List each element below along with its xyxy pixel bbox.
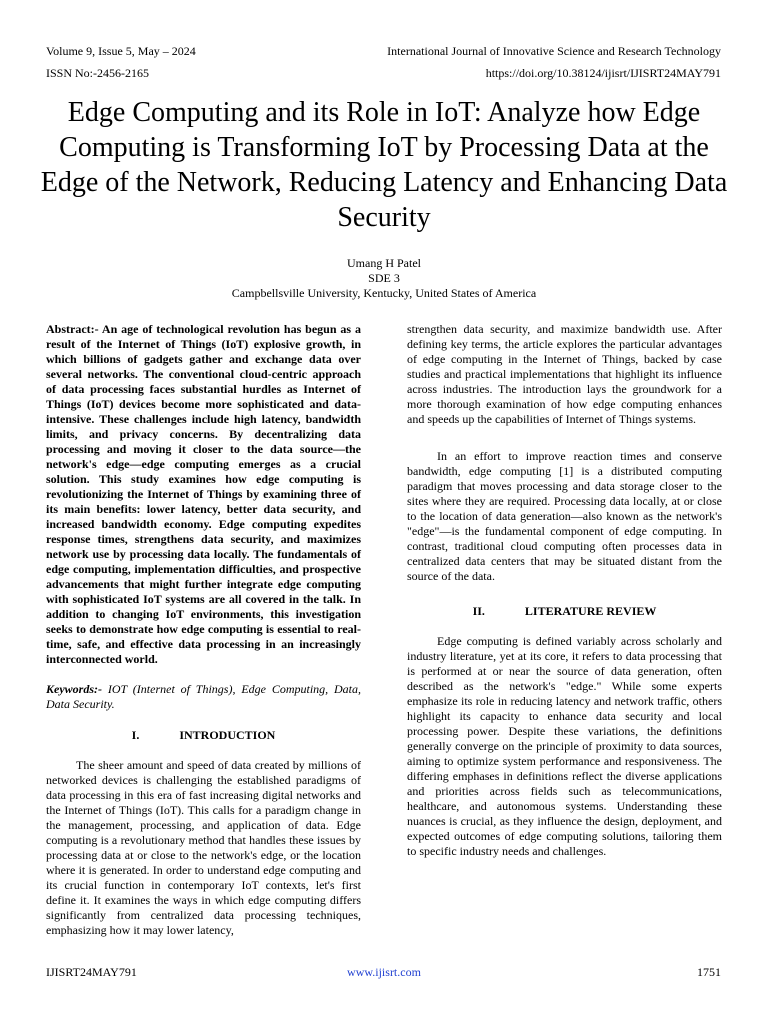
intro-paragraph-1-continued: strengthen data security, and maximize bandwidth use. After defining key terms, the article explores the particular advantages of edge computing in the Internet of Things, backed by case studies and practical implementations that highlight its influence across industries. The introduction lays the groundwork for a more thorough examination of how edge computing enhances and speeds up the capabilities of Internet of Things systems. <box>407 322 722 426</box>
footer-website-link[interactable]: www.ijisrt.com <box>347 965 421 979</box>
section-heading-literature-review <box>407 604 722 619</box>
author-block <box>0 256 768 301</box>
header-journal-name: International Journal of Innovative Science and Research Technology <box>387 44 721 58</box>
footer-paper-id: IJISRT24MAY791 <box>46 965 137 979</box>
paper-title: Edge Computing and its Role in IoT: Analyze how Edge Computing is Transforming IoT by Processing Data at the Edge of the Network, Reducing Latency and Enhancing Data Security <box>40 97 728 233</box>
section-title: INTRODUCTION <box>179 728 276 742</box>
author-affiliation: Campbellsville University, Kentucky, United States of America <box>231 286 537 300</box>
abstract: Abstract:- An age of technological revolution has begun as a result of the Internet of Things (IoT) explosive growth, in which billions of gadgets gather and exchange data over several networks. The conventional cloud-centric approach of data processing faces substantial hurdles as Internet of Things (IoT) devices become more sophisticated and data-intensive. These challenges include high latency, bandwidth limits, and privacy concerns. By decentralizing data processing and moving it closer to the data source—the network's edge—edge computing emerges as a crucial solution. This study examines how edge computing is revolutionizing the Internet of Things by examining three of its main benefits: lower latency, better data security, and increased bandwidth economy. Edge computing expedites response times, strengthens data security, and maximizes network use by processing data locally. The fundamentals of edge computing, implementation difficulties, and prospective advancements that might further integrate edge computing with sophisticated IoT systems are all covered in the talk. In addition to changing IoT environments, this investigation seeks to demonstrate how edge computing is essential to real-time, safe, and effective data processing in an increasingly interconnected world. <box>46 322 361 666</box>
keywords-label: Keywords:- <box>46 682 102 696</box>
footer-page-number: 1751 <box>697 965 721 979</box>
section-number: I. <box>131 728 140 742</box>
intro-paragraph-2: In an effort to improve reaction times and conserve bandwidth, edge computing [1] is a distributed computing paradigm that moves processing and data storage closer to the sites where they are required. Processing data locally, at or close to the location of data generation—also known as the network's "edge"—is the fundamental component of edge computing. In contrast, traditional cloud computing often processes data in centralized data centers that may be situated distant from the source of the data. <box>407 449 722 583</box>
left-column <box>46 322 361 938</box>
author-role: SDE 3 <box>368 271 400 285</box>
header-doi-link[interactable]: https://doi.org/10.38124/ijisrt/IJISRT24MAY791 <box>485 66 721 80</box>
keywords <box>46 682 361 712</box>
section-title: LITERATURE REVIEW <box>524 604 657 618</box>
section-heading-introduction <box>46 728 361 743</box>
literature-paragraph-1: Edge computing is defined variably across scholarly and industry literature, yet at its core, it refers to data processing that is performed at or near the source of data generation, often described as the network's "edge." While some experts emphasize its role in reducing latency and network traffic, others highlight its capacity to enhance data security and local processing power. Despite these variations, the definitions generally converge on the principle of proximity to data sources, aiming to optimize system performance and responsiveness. The differing emphases in definitions reflect the diverse applications and priorities across fields such as telecommunications, healthcare, and autonomous systems. Understanding these nuances is crucial, as they influence the design, deployment, and expected outcomes of edge computing solutions, tailoring them to specific industry needs and challenges. <box>407 634 722 858</box>
keywords-text: IOT (Internet of Things), Edge Computing, Data, Data Security. <box>46 682 361 711</box>
right-column <box>407 322 722 859</box>
header-volume: Volume 9, Issue 5, May – 2024 <box>46 44 196 58</box>
intro-paragraph-1: The sheer amount and speed of data created by millions of networked devices is challenging the established paradigms of data processing in this era of fast increasing digital networks and the Internet of Things (IoT). This calls for a paradigm change in the management, processing, and application of data. Edge computing is a revolutionary method that handles these issues by processing data at or close to the network's edge, or the location where it is generated. In order to understand edge computing and its crucial function in contemporary IoT contexts, let's first define it. It examines the ways in which edge computing differs significantly from centralized data processing techniques, emphasizing how it may lower latency, <box>46 758 361 937</box>
author-name: Umang H Patel <box>347 256 421 270</box>
header-issn: ISSN No:-2456-2165 <box>46 66 150 80</box>
section-number: II. <box>472 604 485 618</box>
